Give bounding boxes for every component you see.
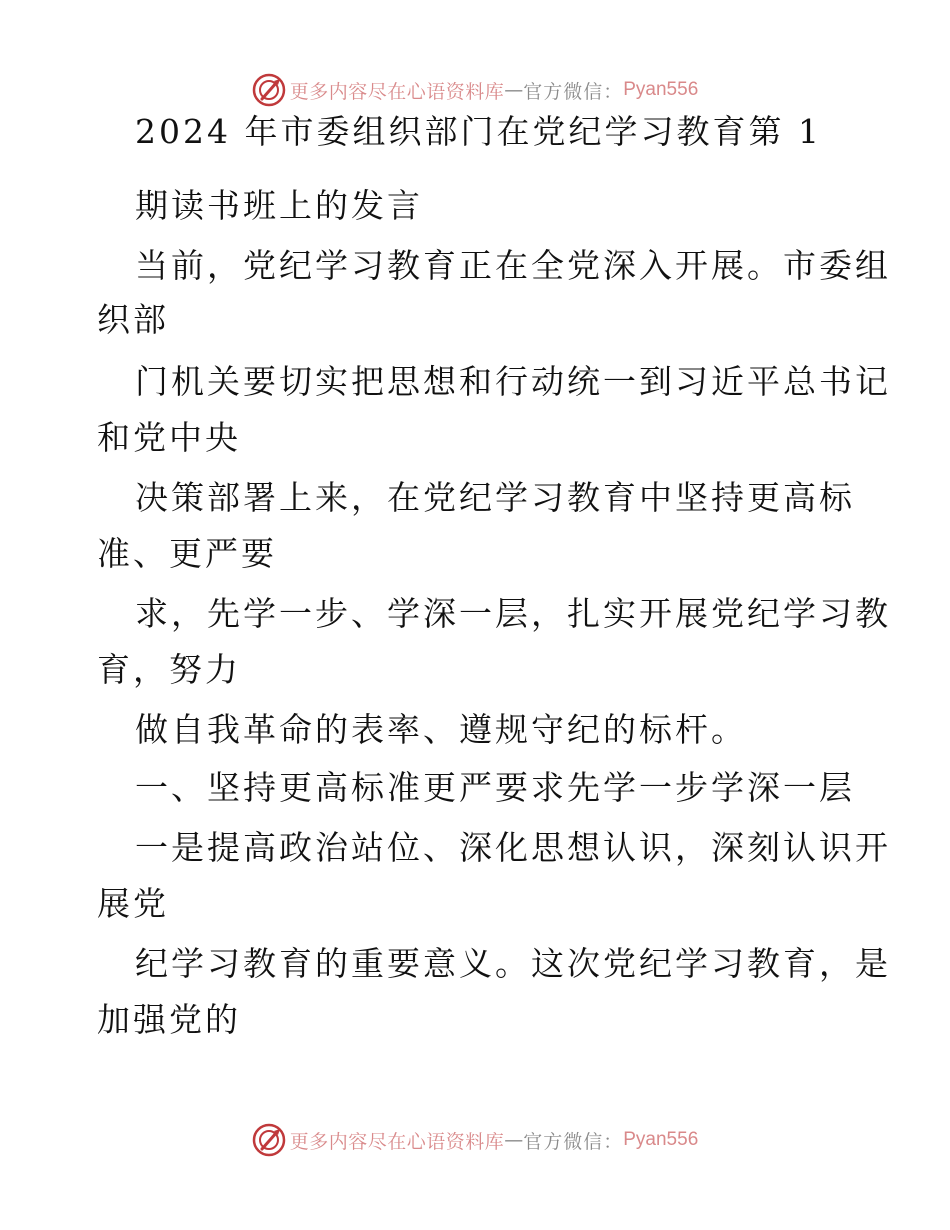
paragraph-line: 一是提高政治站位、深化思想认识，深刻认识开 (135, 828, 891, 867)
watermark-dash: — (504, 1129, 524, 1151)
paragraph-line: 做自我革命的表率、遵规守纪的标杆。 (135, 710, 747, 749)
paragraph-line: 准、更严要 (97, 534, 277, 573)
watermark-wechat-id: Pyan556 (623, 1129, 699, 1150)
watermark-site-text: 更多内容尽在心语资料库 (289, 1130, 505, 1153)
watermark-wechat-label: 官方微信： (523, 1130, 624, 1153)
footer-watermark (0, 1120, 950, 1160)
paragraph-line: 织部 (97, 300, 169, 339)
paragraph-line: 决策部署上来，在党纪学习教育中坚持更高标 (135, 478, 855, 517)
paragraph-line: 加强党的 (97, 1000, 241, 1039)
logo-icon (252, 73, 286, 107)
paragraph-line: 求，先学一步、学深一层，扎实开展党纪学习教 (135, 594, 891, 633)
header-watermark (0, 70, 950, 110)
watermark-wechat-id: Pyan556 (623, 79, 699, 100)
paragraph-line: 当前，党纪学习教育正在全党深入开展。市委组 (135, 246, 891, 285)
watermark-dash: — (504, 79, 524, 101)
doc-title-line-1: 2024 年市委组织部门在党纪学习教育第 1 (135, 112, 822, 151)
paragraph-line: 展党 (97, 884, 169, 923)
watermark-site-text: 更多内容尽在心语资料库 (289, 80, 505, 103)
section-heading: 一、坚持更高标准更严要求先学一步学深一层 (135, 768, 855, 807)
doc-title-line-2: 期读书班上的发言 (135, 186, 423, 225)
paragraph-line: 纪学习教育的重要意义。这次党纪学习教育，是 (135, 944, 891, 983)
paragraph-line: 门机关要切实把思想和行动统一到习近平总书记 (135, 362, 891, 401)
paragraph-line: 和党中央 (97, 418, 241, 457)
paragraph-line: 育，努力 (97, 650, 241, 689)
watermark-wechat-label: 官方微信： (523, 80, 624, 103)
logo-icon (252, 1123, 286, 1157)
